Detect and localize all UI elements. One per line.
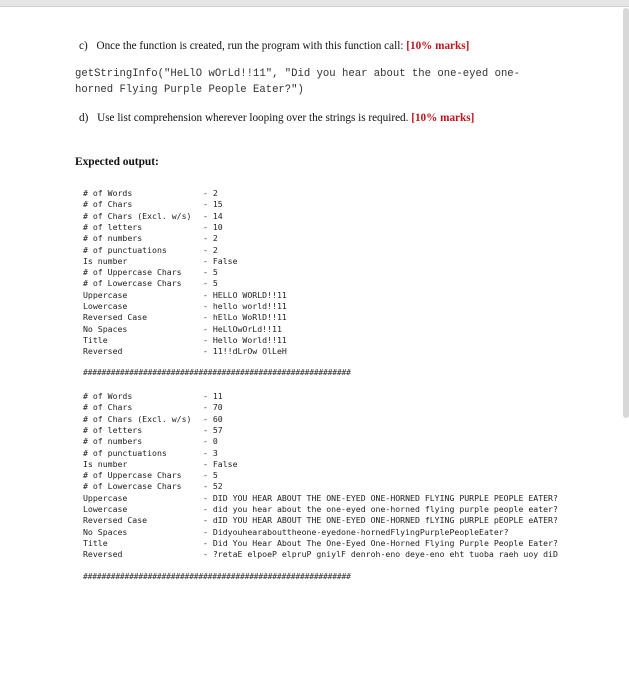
output-value: - Hello World!!11 [203,334,287,345]
output-label: # of Lowercase Chars [83,278,182,289]
output-value: - 14 [203,210,223,221]
output-value: - did you hear about the one-eyed one-horned flying purple people eater? [203,504,558,514]
output-value: - 5 [203,267,218,278]
question-c-marks: [10% marks] [406,40,470,52]
output-label: Is number [83,458,128,469]
output-label: # of Uppercase Chars [83,267,182,278]
question-d-text: Use list comprehension wherever looping over the strings is required. [97,112,409,124]
output-value: - DID YOU HEAR ABOUT THE ONE-EYED ONE-HORNED FLYING PURPLE PEOPLE EATER? [203,492,558,503]
output-label: Reversed [83,549,123,560]
scrollbar[interactable] [623,8,629,418]
output-value: - 52 [203,481,223,492]
output-label: Title [83,537,108,548]
question-d-marks: [10% marks] [411,112,475,124]
question-c-text: Once the function is created, run the program with this function call: [96,40,404,52]
output-label: Lowercase [83,504,128,514]
output-value: - 70 [203,402,223,413]
question-d [79,112,474,124]
output-value: - Did You Hear About The One-Eyed One-Horned Flying Purple People Eater? [203,537,558,548]
separator-1: ########################################################## [83,368,351,377]
output-label: Title [83,334,108,345]
output-value: - HeLlOwOrLd!!11 [203,323,282,334]
output-value: - Didyouhearabouttheone-eyedone-hornedFlyingPurplePeopleEater? [203,526,509,537]
output-value: - 3 [203,447,218,458]
output-value: - 2 [203,233,218,244]
page-top-edge [0,0,629,7]
output-label: # of Words [83,391,133,401]
output-label: # of Chars (Excl. w/s) [83,210,192,221]
output-label: # of letters [83,424,143,435]
output-value: - 11!!dLrOw OlLeH [203,346,287,357]
expected-output-heading: Expected output: [75,156,159,168]
function-call-line-1: getStringInfo("HeLlO wOrLd!!11", "Did you hear about the one-eyed one- [75,68,521,80]
output-label: # of Chars [83,199,133,210]
output-label: # of letters [83,221,143,232]
output-label: Is number [83,255,128,266]
output-label: # of numbers [83,233,143,244]
output-label: Reversed [83,346,123,357]
output-value: - False [203,458,238,469]
function-call-line-2: horned Flying Purple People Eater?") [75,84,304,96]
output-label: # of Chars (Excl. w/s) [83,413,192,424]
output-value: - 11 [203,391,223,401]
output-value: - 5 [203,278,218,289]
output-label: # of punctuations [83,244,167,255]
output-label: # of Lowercase Chars [83,481,182,492]
output-value: - 10 [203,221,223,232]
output-value: - 57 [203,424,223,435]
output-label: Reversed Case [83,312,148,323]
output-value: - 5 [203,470,218,481]
output-value: - 0 [203,436,218,447]
output-label: # of Uppercase Chars [83,470,182,481]
output-value: - 15 [203,199,223,210]
output-label: Uppercase [83,492,128,503]
question-c [79,40,469,52]
output-value: - HELLO WORLD!!11 [203,289,287,300]
output-label: Uppercase [83,289,128,300]
output-value: - False [203,255,238,266]
question-d-label: d) [79,112,89,124]
output-value: - ?retaE elpoeP elpruP gniylF denroh-eno deye-eno eht tuoba raeh uoy diD [203,549,558,560]
output-value: - hello world!!11 [203,301,287,311]
output-label: Reversed Case [83,515,148,526]
output-value: - hElLo WoRlD!!11 [203,312,287,323]
output-value: - 60 [203,413,223,424]
output-value: - dID YOU HEAR ABOUT THE ONE-EYED ONE-HORNED fLYING pURPLE pEOPLE eATER? [203,515,558,526]
separator-2: ########################################################## [83,572,351,581]
output-value: - 2 [203,244,218,255]
output-label: # of Chars [83,402,133,413]
output-label: Lowercase [83,301,128,311]
question-c-label: c) [79,40,88,52]
output-label: No Spaces [83,323,128,334]
output-label: # of Words [83,188,133,198]
function-call-code [75,66,575,98]
output-label: # of punctuations [83,447,167,458]
output-label: # of numbers [83,436,143,447]
output-value: - 2 [203,188,218,198]
output-label: No Spaces [83,526,128,537]
